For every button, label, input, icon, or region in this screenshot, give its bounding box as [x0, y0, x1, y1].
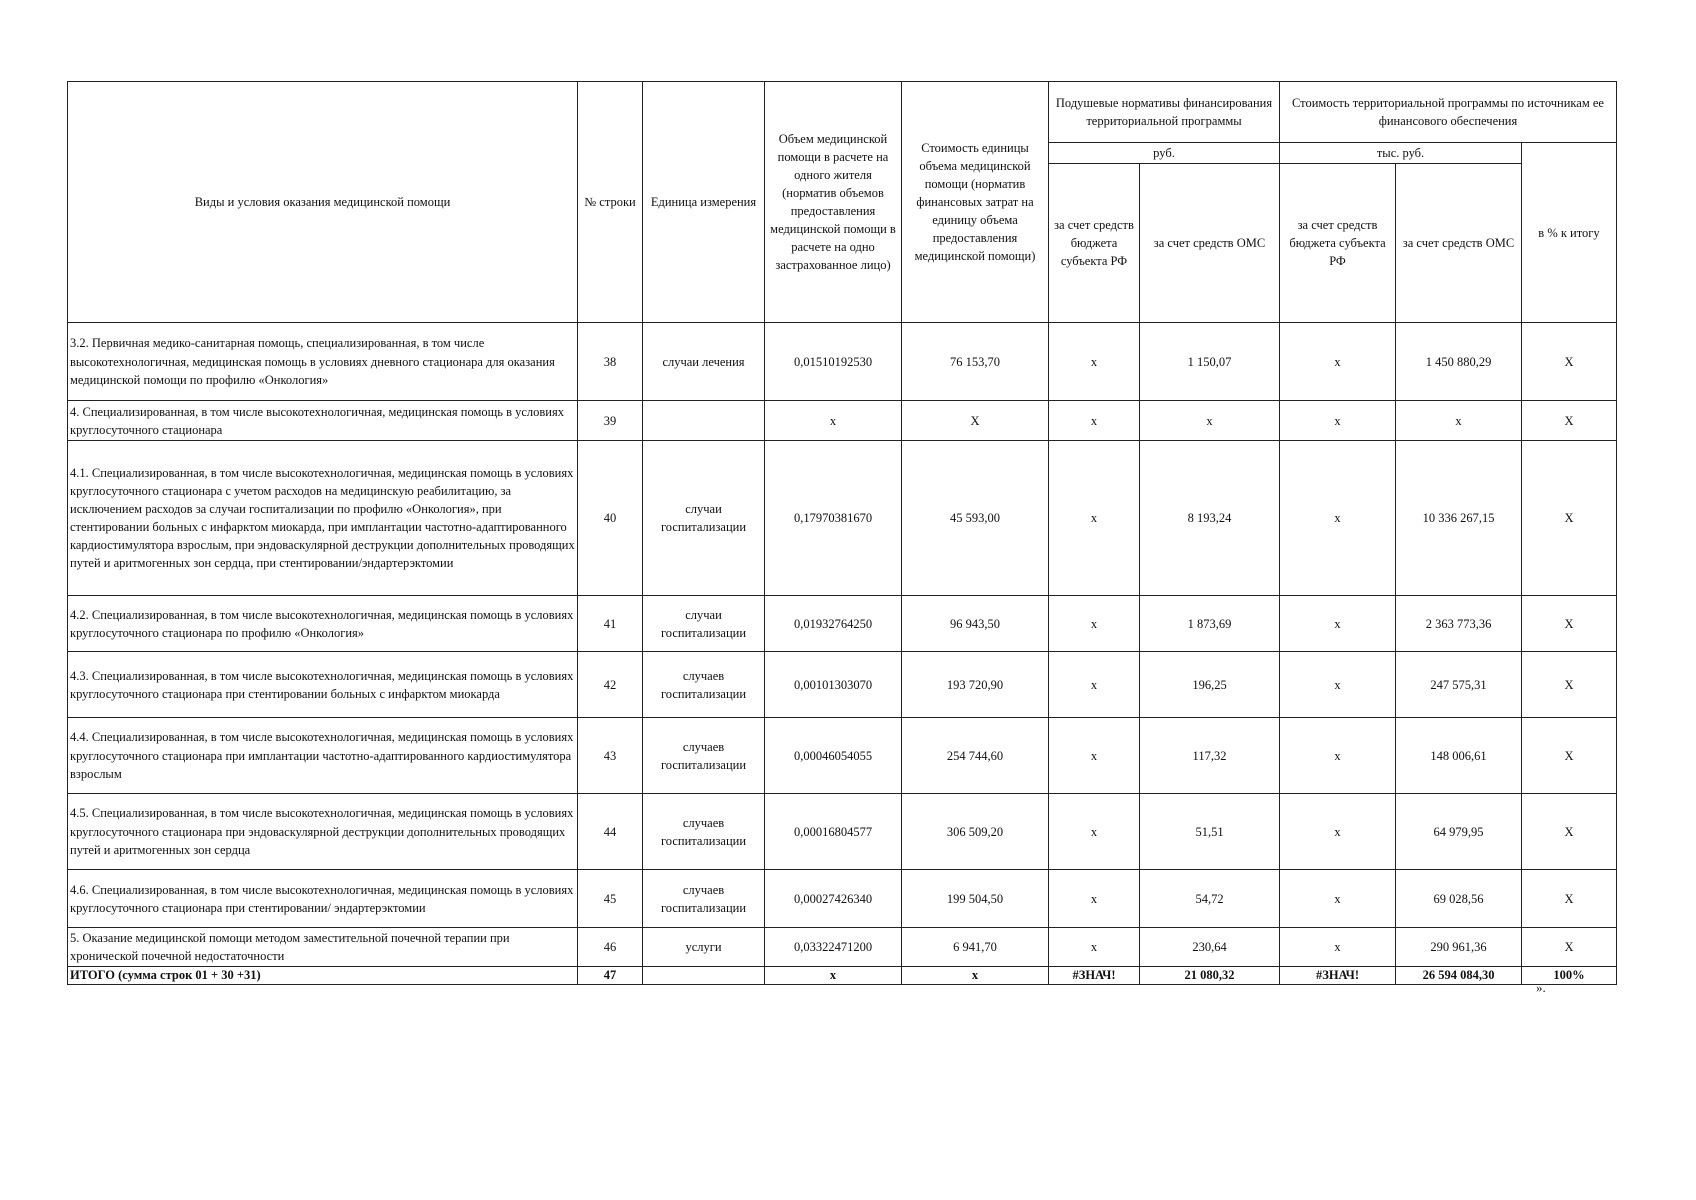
- table-row: [68, 652, 1617, 718]
- row-cost-budget: х: [1280, 928, 1396, 967]
- row-volume: 0,00101303070: [765, 652, 902, 718]
- row-per-capita-oms: 54,72: [1140, 870, 1280, 928]
- row-volume: х: [765, 401, 902, 441]
- row-per-capita-oms: 51,51: [1140, 794, 1280, 870]
- table-row: [68, 928, 1617, 967]
- row-cost-budget: х: [1280, 401, 1396, 441]
- row-name: 4.6. Специализированная, в том числе высокотехнологичная, медицинская помощь в условиях круглосуточного стационара при стентировании/ эндартерэктомии: [68, 870, 578, 928]
- table-row: [68, 718, 1617, 794]
- row-volume: 0,03322471200: [765, 928, 902, 967]
- closing-quote: ».: [1536, 980, 1546, 995]
- row-volume: 0,00027426340: [765, 870, 902, 928]
- header-volume: Объем медицинской помощи в расчете на одного жителя (норматив объемов предоставления медицинской помощи в расчете на одно застрахованное лицо): [765, 82, 902, 323]
- row-percent: Х: [1522, 596, 1617, 652]
- row-cost-oms: 10 336 267,15: [1396, 441, 1522, 596]
- row-percent: Х: [1522, 870, 1617, 928]
- row-name: 4.5. Специализированная, в том числе высокотехнологичная, медицинская помощь в условиях круглосуточного стационара при эндоваскулярной деструкции дополнительных проводящих путей и аритмогенных зон сердца: [68, 794, 578, 870]
- row-percent: Х: [1522, 652, 1617, 718]
- header-row-no: № строки: [578, 82, 643, 323]
- row-cost-oms: 64 979,95: [1396, 794, 1522, 870]
- row-unit-cost: 199 504,50: [902, 870, 1049, 928]
- row-cost-oms: 290 961,36: [1396, 928, 1522, 967]
- header-unit-cost: Стоимость единицы объема медицинской помощи (норматив финансовых затрат на единицу объема предоставления медицинской помощи): [902, 82, 1049, 323]
- total-row: [68, 967, 1617, 985]
- total-row-percent: 100%: [1522, 967, 1617, 985]
- row-unit-cost: 76 153,70: [902, 323, 1049, 401]
- table-row: [68, 401, 1617, 441]
- header-cost-group: Стоимость территориальной программы по источникам ее финансового обеспечения: [1280, 82, 1617, 143]
- row-unit-cost: 254 744,60: [902, 718, 1049, 794]
- row-per-capita-oms: х: [1140, 401, 1280, 441]
- row-unit: случаев госпитализации: [643, 794, 765, 870]
- total-row-volume: х: [765, 967, 902, 985]
- row-cost-oms: 1 450 880,29: [1396, 323, 1522, 401]
- row-volume: 0,00016804577: [765, 794, 902, 870]
- row-percent: Х: [1522, 441, 1617, 596]
- row-unit: случаев госпитализации: [643, 718, 765, 794]
- row-per-capita-oms: 117,32: [1140, 718, 1280, 794]
- row-per-capita-oms: 230,64: [1140, 928, 1280, 967]
- header-percent: в % к итогу: [1522, 143, 1617, 323]
- header-budget: за счет средств бюджета субъекта РФ: [1049, 164, 1140, 323]
- row-unit: случаи госпитализации: [643, 596, 765, 652]
- row-cost-budget: х: [1280, 323, 1396, 401]
- row-unit: случаи госпитализации: [643, 441, 765, 596]
- table-row: [68, 441, 1617, 596]
- table-header: [68, 82, 1617, 323]
- row-percent: Х: [1522, 323, 1617, 401]
- header-oms: за счет средств ОМС: [1140, 164, 1280, 323]
- row-name: 4.1. Специализированная, в том числе высокотехнологичная, медицинская помощь в условиях круглосуточного стационара с учетом расходов на медицинскую реабилитацию, за исключением расходов за случаи госпитализации по профилю «Онкология», при стентировании больных с инфарктом миокарда, при имплантации частотно-адаптированного кардиостимулятора взрослым, при эндоваскулярной деструкции дополнительных проводящих путей и аритмогенных зон сердца, при стентировании/эндартерэктомии: [68, 441, 578, 596]
- row-per-capita-oms: 196,25: [1140, 652, 1280, 718]
- row-percent: Х: [1522, 928, 1617, 967]
- table-row: [68, 596, 1617, 652]
- row-per-capita-oms: 8 193,24: [1140, 441, 1280, 596]
- row-unit: услуги: [643, 928, 765, 967]
- row-percent: Х: [1522, 794, 1617, 870]
- row-per-capita-budget: х: [1049, 794, 1140, 870]
- row-per-capita-budget: х: [1049, 596, 1140, 652]
- row-cost-oms: 2 363 773,36: [1396, 596, 1522, 652]
- row-number: 46: [578, 928, 643, 967]
- header-oms-2: за счет средств ОМС: [1396, 164, 1522, 323]
- row-cost-budget: х: [1280, 870, 1396, 928]
- row-volume: 0,17970381670: [765, 441, 902, 596]
- total-row-number: 47: [578, 967, 643, 985]
- row-cost-oms: 247 575,31: [1396, 652, 1522, 718]
- row-per-capita-budget: х: [1049, 652, 1140, 718]
- table-row: [68, 323, 1617, 401]
- row-percent: Х: [1522, 401, 1617, 441]
- row-volume: 0,01932764250: [765, 596, 902, 652]
- row-per-capita-budget: х: [1049, 870, 1140, 928]
- row-cost-budget: х: [1280, 596, 1396, 652]
- row-name: 5. Оказание медицинской помощи методом заместительной почечной терапии при хронической почечной недостаточности: [68, 928, 578, 967]
- row-number: 39: [578, 401, 643, 441]
- row-cost-budget: х: [1280, 794, 1396, 870]
- total-row-unit: [643, 967, 765, 985]
- row-name: 4.3. Специализированная, в том числе высокотехнологичная, медицинская помощь в условиях круглосуточного стационара при стентировании больных с инфарктом миокарда: [68, 652, 578, 718]
- total-row-unit-cost: х: [902, 967, 1049, 985]
- row-cost-oms: х: [1396, 401, 1522, 441]
- row-per-capita-budget: х: [1049, 401, 1140, 441]
- header-kind: Виды и условия оказания медицинской помощи: [68, 82, 578, 323]
- header-per-capita-group: Подушевые нормативы финансирования территориальной программы: [1049, 82, 1280, 143]
- row-unit: случаев госпитализации: [643, 652, 765, 718]
- row-cost-budget: х: [1280, 441, 1396, 596]
- total-row-name: ИТОГО (сумма строк 01 + 30 +31): [68, 967, 578, 985]
- row-number: 42: [578, 652, 643, 718]
- row-number: 40: [578, 441, 643, 596]
- row-cost-budget: х: [1280, 718, 1396, 794]
- row-per-capita-oms: 1 873,69: [1140, 596, 1280, 652]
- row-number: 38: [578, 323, 643, 401]
- program-cost-table: [67, 81, 1617, 985]
- total-row-cost-budget: #ЗНАЧ!: [1280, 967, 1396, 985]
- row-volume: 0,00046054055: [765, 718, 902, 794]
- row-percent: Х: [1522, 718, 1617, 794]
- row-unit: случаи лечения: [643, 323, 765, 401]
- table-row: [68, 794, 1617, 870]
- row-cost-oms: 69 028,56: [1396, 870, 1522, 928]
- row-unit-cost: 96 943,50: [902, 596, 1049, 652]
- row-unit-cost: 306 509,20: [902, 794, 1049, 870]
- total-row-cost-oms: 26 594 084,30: [1396, 967, 1522, 985]
- row-name: 3.2. Первичная медико-санитарная помощь, специализированная, в том числе высокотехнологичная, медицинская помощь в условиях дневного стационара для оказания медицинской помощи по профилю «Онкология»: [68, 323, 578, 401]
- row-unit: [643, 401, 765, 441]
- total-row-per-capita-budget: #ЗНАЧ!: [1049, 967, 1140, 985]
- row-name: 4. Специализированная, в том числе высокотехнологичная, медицинская помощь в условиях круглосуточного стационара: [68, 401, 578, 441]
- row-name: 4.4. Специализированная, в том числе высокотехнологичная, медицинская помощь в условиях круглосуточного стационара при имплантации частотно-адаптированного кардиостимулятора взрослым: [68, 718, 578, 794]
- row-name: 4.2. Специализированная, в том числе высокотехнологичная, медицинская помощь в условиях круглосуточного стационара по профилю «Онкология»: [68, 596, 578, 652]
- table-body: [68, 323, 1617, 985]
- row-per-capita-budget: х: [1049, 441, 1140, 596]
- row-number: 44: [578, 794, 643, 870]
- row-volume: 0,01510192530: [765, 323, 902, 401]
- row-unit: случаев госпитализации: [643, 870, 765, 928]
- row-per-capita-budget: х: [1049, 323, 1140, 401]
- header-per-capita-unit: руб.: [1049, 143, 1280, 164]
- row-unit-cost: 45 593,00: [902, 441, 1049, 596]
- row-per-capita-budget: х: [1049, 928, 1140, 967]
- row-unit-cost: 6 941,70: [902, 928, 1049, 967]
- row-cost-budget: х: [1280, 652, 1396, 718]
- row-unit-cost: Х: [902, 401, 1049, 441]
- table-row: [68, 870, 1617, 928]
- row-per-capita-oms: 1 150,07: [1140, 323, 1280, 401]
- header-budget-2: за счет средств бюджета субъекта РФ: [1280, 164, 1396, 323]
- header-unit: Единица измерения: [643, 82, 765, 323]
- header-cost-unit: тыс. руб.: [1280, 143, 1522, 164]
- row-cost-oms: 148 006,61: [1396, 718, 1522, 794]
- row-number: 43: [578, 718, 643, 794]
- total-row-per-capita-oms: 21 080,32: [1140, 967, 1280, 985]
- row-number: 45: [578, 870, 643, 928]
- row-unit-cost: 193 720,90: [902, 652, 1049, 718]
- row-per-capita-budget: х: [1049, 718, 1140, 794]
- row-number: 41: [578, 596, 643, 652]
